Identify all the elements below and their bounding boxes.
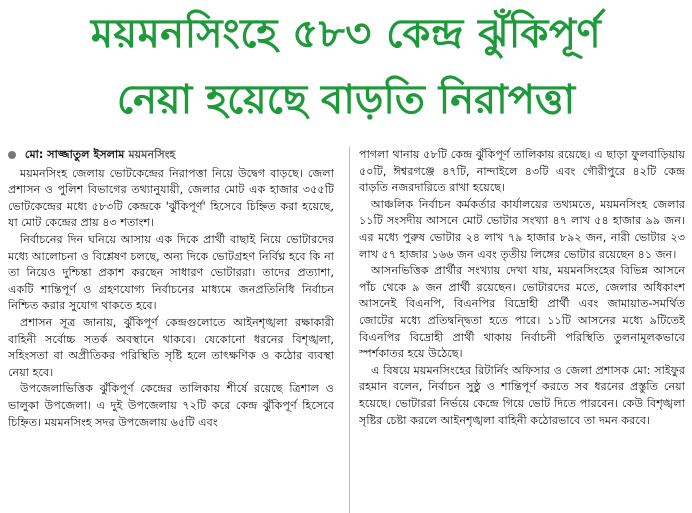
paragraph: নির্বাচনের দিন ঘনিয়ে আসায় এক দিকে প্রার্থী বাছাই নিয়ে ভোটারদের মধ্যে আলোচনা ও বিশ্লেষণ চলছে, অন্য দিকে ভোটগ্রহণ নির্বিঘ্ন হবে কি না তা নিয়েও দুশ্চিন্তা প্রকাশ করছেন সাধারণ ভোটাররা। তাদের প্রত্যাশা, একটি শান্তিপূর্ণ ও গ্রহণযোগ্য নির্বাচনের মাধ্যমে জনপ্রতিনিধি নির্বাচন নিশ্চিত করার সুযোগ থাকতে হবে। bbox=[8, 232, 334, 313]
paragraph: এ বিষয়ে ময়মনসিংহের রিটার্নিং অফিসার ও জেলা প্রশাসক মো: সাইফুর রহমান বলেন, নির্বাচন সুষ্ঠু ও শান্তিপূর্ণ করতে সব ধরনের প্রস্তুতি নেয়া হয়েছে। ভোটাররা নির্ভয়ে কেন্দ্রে গিয়ে ভোট দিতে পারবেন। কেউ বিশৃঙ্খলা সৃষ্টির চেষ্টা করলে আইনশৃঙ্খলা বাহিনী কঠোরভাবে তা দমন করবে। bbox=[359, 363, 685, 427]
paragraph: আঞ্চলিক নির্বাচন কর্মকর্তার কার্যালয়ের তথ্যমতে, ময়মনসিংহ জেলার ১১টি সংসদীয় আসনে মোট ভোটার সংখ্যা ৪৭ লাখ ৫৪ হাজার ৯৯ জন। এর মধ্যে পুরুষ ভোটার ২৪ লাখ ৭৯ হাজার ৮৯২ জন, নারী ভোটার ২৩ লাখ ৫৭ হাজার ১৬৬ জন এবং তৃতীয় লিঙ্গের ভোটার রয়েছেন ৪১ জন। bbox=[359, 197, 685, 261]
byline-location: ময়মনসিংহ bbox=[128, 148, 176, 161]
paragraph: আসনভিত্তিক প্রার্থীর সংখ্যায় দেখা যায়, ময়মনসিংহের বিভিন্ন আসনে পাঁচ থেকে ৯ জন প্রার্থী রয়েছেন। ভোটারদের মতে, জেলার অধিকাংশ আসনেই বিএনপি, বিএনপির বিদ্রোহী প্রার্থী এবং জামায়াত-সমর্থিত জোটের মধ্যে প্রতিদ্বন্দ্বিতা হতে পারে। ১১টি আসনের মধ্যে ৯টিতেই বিএনপির বিদ্রোহী প্রার্থী থাকায় নির্বাচনী পরিস্থিতি তুলনামূলকভাবে স্পর্শকাতর হয়ে উঠেছে। bbox=[359, 264, 685, 361]
column-divider bbox=[349, 147, 350, 513]
paragraph: প্রশাসন সূত্র জানায়, ঝুঁকিপূর্ণ কেন্দ্রগুলোতে আইনশৃঙ্খলা রক্ষাকারী বাহিনী সর্বোচ্চ সতর্ক অবস্থানে থাকবে। যেকোনো ধরনের বিশৃঙ্খলা, সহিংসতা বা অপ্রীতিকর পরিস্থিতি সৃষ্টি হলে তাৎক্ষণিক ও কঠোর ব্যবস্থা নেয়া হবে। bbox=[8, 315, 334, 379]
paragraph: পাগলা থানায় ৫৮টি কেন্দ্র ঝুঁকিপূর্ণ তালিকায় রয়েছে। এ ছাড়া ফুলবাড়িয়ায় ৫০টি, ঈশ্বরগঞ্জে ৪৭টি, নান্দাইলে ৪৩টি এবং গৌরীপুরে ৪২টি কেন্দ্র বাড়তি নজরদারিতে রাখা হয়েছে। bbox=[359, 148, 685, 195]
headline-line-1: ময়মনসিংহে ৫৮৩ কেন্দ্র ঝুঁকিপূর্ণ bbox=[90, 11, 602, 57]
byline bbox=[8, 147, 334, 164]
paragraph: ময়মনসিংহ জেলায় ভোটকেন্দ্রের নিরাপত্তা নিয়ে উদ্বেগ বাড়ছে। জেলা প্রশাসন ও পুলিশ বিভাগের তথ্যানুযায়ী, জেলার মোট এক হাজার ৩৫৫টি ভোটকেন্দ্রের মধ্যে ৫৮৩টি কেন্দ্রকে 'ঝুঁকিপূর্ণ' হিসেবে চিহ্নিত করা হয়েছে, যা মোট কেন্দ্রের প্রায় ৪৩ শতাংশ। bbox=[8, 166, 334, 230]
left-column bbox=[8, 147, 334, 513]
bullet-icon bbox=[8, 151, 16, 159]
paragraph: উপজেলাভিত্তিক ঝুঁকিপূর্ণ কেন্দ্রের তালিকায় শীর্ষে রয়েছে ত্রিশাল ও ভালুকা উপজেলা। এ দুই উপজেলায় ৭২টি করে কেন্দ্র ঝুঁকিপূর্ণ হিসেবে চিহ্নিত। ময়মনসিংহ সদর উপজেলায় ৬৫টি এবং bbox=[8, 382, 334, 429]
right-column bbox=[359, 147, 685, 513]
headline-line-2: নেয়া হয়েছে বাড়তি নিরাপত্তা bbox=[116, 77, 576, 123]
article-body bbox=[0, 147, 692, 513]
byline-author: মো: সাজ্জাতুল ইসলাম bbox=[24, 148, 125, 161]
